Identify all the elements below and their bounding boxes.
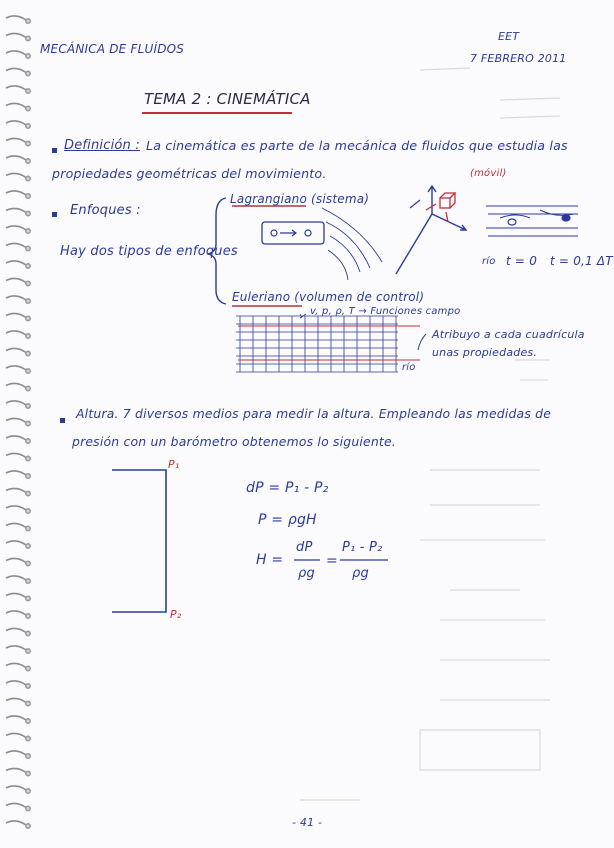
t1-label: t = 0,1 ΔT (550, 254, 613, 268)
school-label: EET (498, 30, 520, 43)
equation-3-num-1: dP (296, 540, 313, 555)
field-functions: v, p, ρ, T → Funciones campo (310, 306, 461, 317)
rio-label: río (482, 256, 496, 267)
euleriano-label: Euleriano (volumen de control) (232, 290, 425, 304)
equation-3-den-1: ρg (298, 566, 315, 581)
definicion-label: Definición : (64, 138, 140, 153)
equation-2: P = ρgH (258, 512, 317, 528)
equation-3-den-2: ρg (352, 566, 369, 581)
definicion-line-1: La cinemática es parte de la mecánica de fluidos que estudia las (146, 138, 568, 153)
enfoques-intro: Hay dos tipos de enfoques (60, 244, 238, 259)
course-title: MECÁNICA DE FLUÍDOS (40, 42, 185, 56)
note-line-2: unas propiedades. (432, 346, 538, 359)
enfoques-label: Enfoques : (70, 203, 141, 218)
page-title: TEMA 2 : CINEMÁTICA (144, 90, 311, 108)
note-line-1: Atribuyo a cada cuadrícula (432, 328, 585, 341)
altura-line-2: presión con un barómetro obtenemos lo siguiente. (72, 434, 396, 449)
t0-label: t = 0 (506, 254, 538, 268)
lagrangiano-label: Lagrangiano (sistema) (230, 192, 370, 206)
enfoques-brace (208, 198, 226, 304)
axis-label: (móvil) (470, 168, 507, 179)
equation-1: dP = P₁ - P₂ (246, 480, 329, 496)
date-label: 7 FEBRERO 2011 (470, 52, 567, 65)
equation-3-eq: = (326, 553, 338, 569)
page-number: - 41 - (292, 816, 323, 829)
p1-label: P₁ (168, 458, 180, 471)
rio-label-bottom: río (402, 362, 416, 373)
definicion-line-2: propiedades geométricas del movimiento. (52, 166, 327, 181)
altura-line-1: Altura. 7 diversos medios para medir la altura. Empleando las medidas de (76, 406, 552, 421)
p2-label: P₂ (170, 608, 182, 621)
equation-3-left: H = (256, 552, 284, 568)
equation-3-num-2: P₁ - P₂ (342, 540, 383, 555)
